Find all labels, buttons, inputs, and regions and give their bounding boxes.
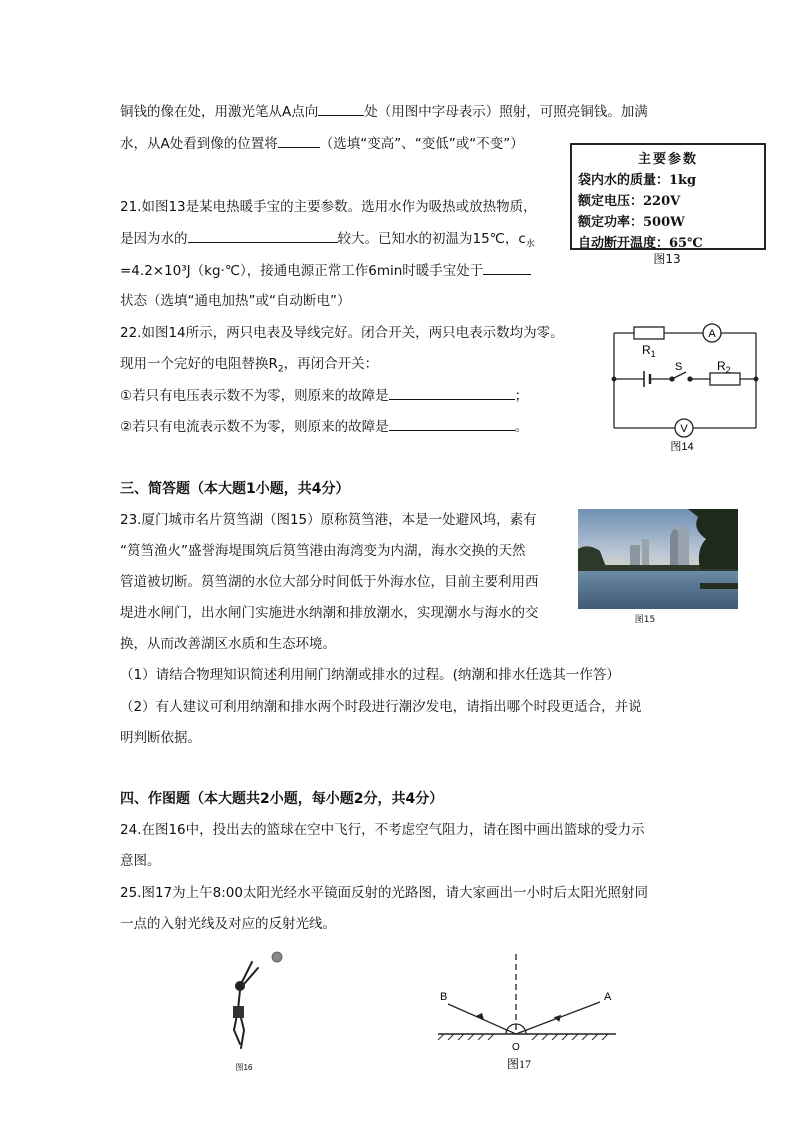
reflection-diagram (432, 950, 622, 1075)
figure-caption: 图13 (653, 252, 681, 266)
parameter-row: 袋内水的质量：1kg (578, 173, 697, 188)
section-heading: 三、简答题（本大题1小题，共4分） (120, 481, 350, 497)
text: 意图。 (120, 853, 161, 869)
parameter-row: 自动断开温度：65℃ (578, 236, 703, 251)
text-line (120, 820, 645, 840)
text-line (120, 728, 201, 748)
answer-blank[interactable] (278, 133, 320, 148)
text: （2）有人建议可利用纳潮和排水两个时段进行潮汐发电，请指出哪个时段更适合，并说 (120, 699, 642, 715)
text-line (120, 914, 336, 934)
figure-caption: 图14 (670, 441, 694, 453)
text: 堤进水闸门，出水闸门实施进水纳潮和排放潮水，实现潮水与海水的交 (120, 605, 539, 621)
basketball-icon (272, 952, 282, 962)
text-line (120, 385, 528, 406)
text: =4.2×10³J（kg·℃），接通电源正常工作6min时暖手宝处于 (120, 263, 484, 279)
figure-caption: 图16 (235, 1063, 253, 1072)
text: ，再闭合开关： (283, 356, 379, 372)
text: 现用一个完好的电阻替换R (120, 356, 278, 372)
parameter-row: 额定电压：220V (578, 194, 681, 209)
label-b: B (440, 991, 448, 1003)
parameter-title: 主要参数 (637, 152, 698, 167)
text: ②若只有电流表示数不为零，则原来的故障是 (120, 419, 389, 435)
text: 换，从而改善湖区水质和生态环境。 (120, 636, 336, 652)
text: 水，从A处看到像的位置将 (120, 136, 278, 152)
text: （1）请结合物理知识简述利用闸门纳潮或排水的过程。(纳潮和排水任选其一作答） (120, 667, 620, 683)
figure-caption: 图17 (506, 1057, 532, 1071)
text: 状态（选填“通电加热”或“自动断电”） (120, 293, 351, 309)
text-line (120, 197, 537, 217)
text-line (120, 291, 350, 311)
text-line (120, 634, 336, 654)
text-line (120, 133, 524, 154)
text: 24.在图16中，投出去的篮球在空中飞行，不考虑空气阻力，请在图中画出篮球的受力示 (120, 822, 645, 838)
text: 一点的入射光线及对应的反射光线。 (120, 916, 336, 932)
label-switch: S (675, 361, 683, 373)
text-line (120, 510, 537, 530)
text-line (120, 697, 642, 717)
answer-blank[interactable] (389, 416, 515, 431)
label-r2: $R_2$ (717, 359, 731, 375)
text-line (120, 260, 531, 281)
text: 较大。已知水的初温为15℃，c (337, 231, 526, 247)
answer-blank[interactable] (483, 260, 531, 275)
text: 处（用图中字母表示）照射，可照亮铜钱。加满 (364, 104, 648, 120)
parameter-row: 额定功率：500W (578, 215, 685, 230)
text-line (120, 354, 378, 380)
label-voltmeter: V (680, 423, 688, 435)
subscript: 2 (277, 364, 284, 375)
label-r1: $R_1$ (642, 343, 656, 359)
text-line (120, 323, 564, 343)
text: 22.如图14所示，两只电表及导线完好。闭合开关，两只电表示数均为零。 (120, 325, 564, 341)
label-o: O (512, 1042, 520, 1053)
resistor-r1 (634, 327, 664, 339)
text: ①若只有电压表示数不为零，则原来的故障是 (120, 388, 389, 404)
text: 管道被切断。筼筜湖的水位大部分时间低于外海水位，目前主要利用西 (120, 574, 539, 590)
text: 21.如图13是某电热暖手宝的主要参数。选用水作为吸热或放热物质， (120, 199, 537, 215)
subscript: 水 (525, 239, 535, 250)
text-line (120, 603, 539, 623)
text: （选填“变高”、“变低”或“不变”） (319, 136, 524, 152)
text-line (120, 228, 535, 255)
lake-photo (578, 509, 738, 609)
answer-blank[interactable] (188, 228, 338, 243)
text: 是因为水的 (120, 231, 188, 247)
text-line (120, 883, 648, 903)
answer-blank[interactable] (389, 385, 515, 400)
text: 。 (514, 419, 529, 435)
text: 明判断依据。 (120, 730, 201, 746)
text-line (120, 665, 620, 685)
text: 23.厦门城市名片筼筜湖（图15）原称筼筜港，本是一处避风坞，素有 (120, 512, 537, 528)
text-line (120, 416, 528, 437)
basketball-player-figure (222, 948, 292, 1073)
text: 铜钱的像在处，用激光笔从A点向 (120, 104, 319, 120)
parameter-table (570, 143, 766, 250)
figure-caption: 图15 (634, 615, 656, 625)
text-line (120, 541, 526, 561)
text: “筼筜渔火”盛誉海堤围筑后筼筜港由海湾变为内湖，海水交换的天然 (120, 543, 526, 559)
text-line (120, 572, 539, 592)
text-line (120, 101, 648, 122)
label-a: A (604, 991, 612, 1003)
answer-blank[interactable] (318, 101, 364, 116)
label-ammeter: A (708, 328, 716, 340)
text: 25.图17为上午8:00太阳光经水平镜面反射的光路图，请大家画出一小时后太阳光照射同 (120, 885, 648, 901)
text-line (120, 851, 161, 871)
section-heading: 四、作图题（本大题共2小题，每小题2分，共4分） (120, 791, 444, 807)
text: ； (514, 388, 529, 404)
circuit-diagram (608, 318, 768, 458)
